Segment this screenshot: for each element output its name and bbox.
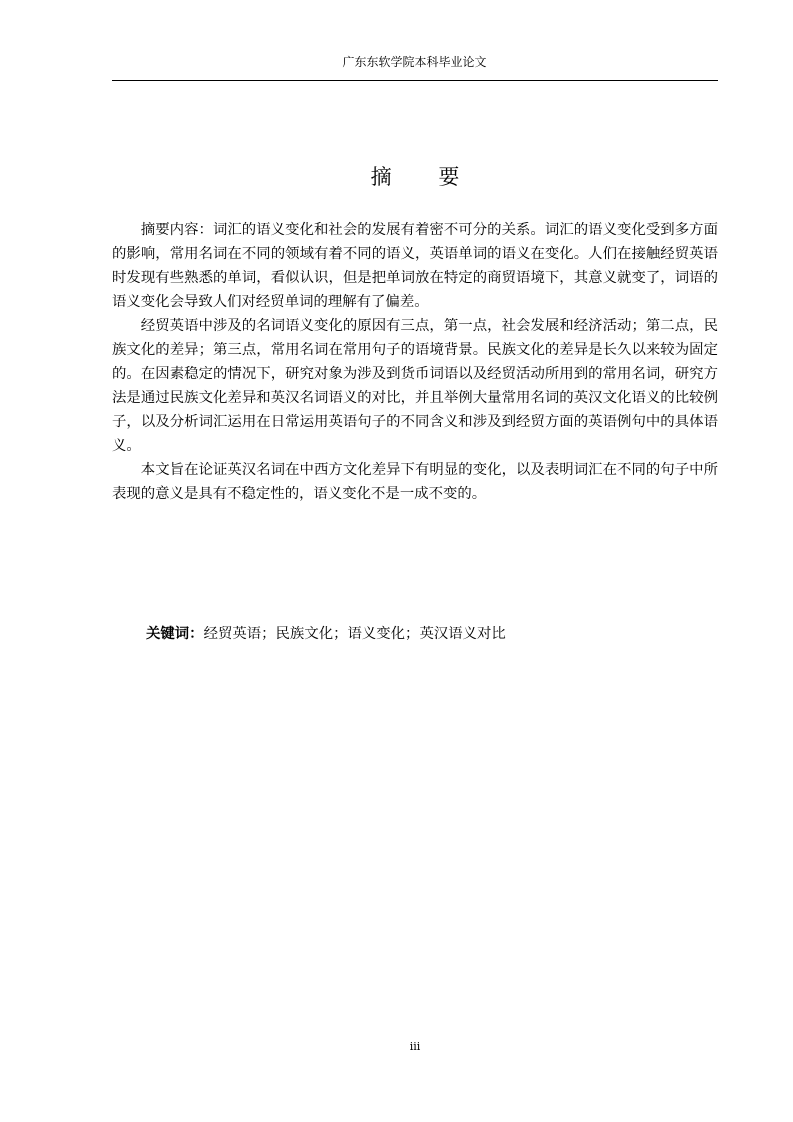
keywords-label: 关键词： <box>146 626 204 642</box>
abstract-paragraph-3: 本文旨在论证英汉名词在中西方文化差异下有明显的变化，以及表明词汇在不同的句子中所表现的意义是具有不稳定性的，语义变化不是一成不变的。 <box>112 462 718 502</box>
abstract-title: 摘 要 <box>370 165 480 189</box>
abstract-paragraph-1: 摘要内容：词汇的语义变化和社会的发展有着密不可分的关系。词汇的语义变化受到多方面的影响，常用名词在不同的领域有着不同的语义，英语单词的语义在变化。人们在接触经贸英语时发现有些熟悉的单词，看似认识，但是把单词放在特定的商贸语境下，其意义就变了，词语的语义变化会导致人们对经贸单词的理解有了偏差。 <box>112 222 718 310</box>
header-rule <box>112 80 718 81</box>
page-number: iii <box>409 1040 421 1053</box>
running-header: 广东东软学院本科毕业论文 <box>342 55 487 69</box>
keywords-text: 经贸英语；民族文化；语义变化；英汉语义对比 <box>203 626 506 642</box>
abstract-body <box>112 218 718 506</box>
abstract-paragraph-2: 经贸英语中涉及的名词语义变化的原因有三点，第一点，社会发展和经济活动；第二点，民族文化的差异；第三点，常用名词在常用句子的语境背景。民族文化的差异是长久以来较为固定的。在因素稳定的情况下，研究对象为涉及到货币词语以及经贸活动所用到的常用名词，研究方法是通过民族文化差异和英汉名词语义的对比，并且举例大量常用名词的英汉文化语义的比较例子，以及分析词汇运用在日常运用英语句子的不同含义和涉及到经贸方面的英语例句中的具体语义。 <box>112 318 718 454</box>
keywords-line <box>146 622 718 646</box>
